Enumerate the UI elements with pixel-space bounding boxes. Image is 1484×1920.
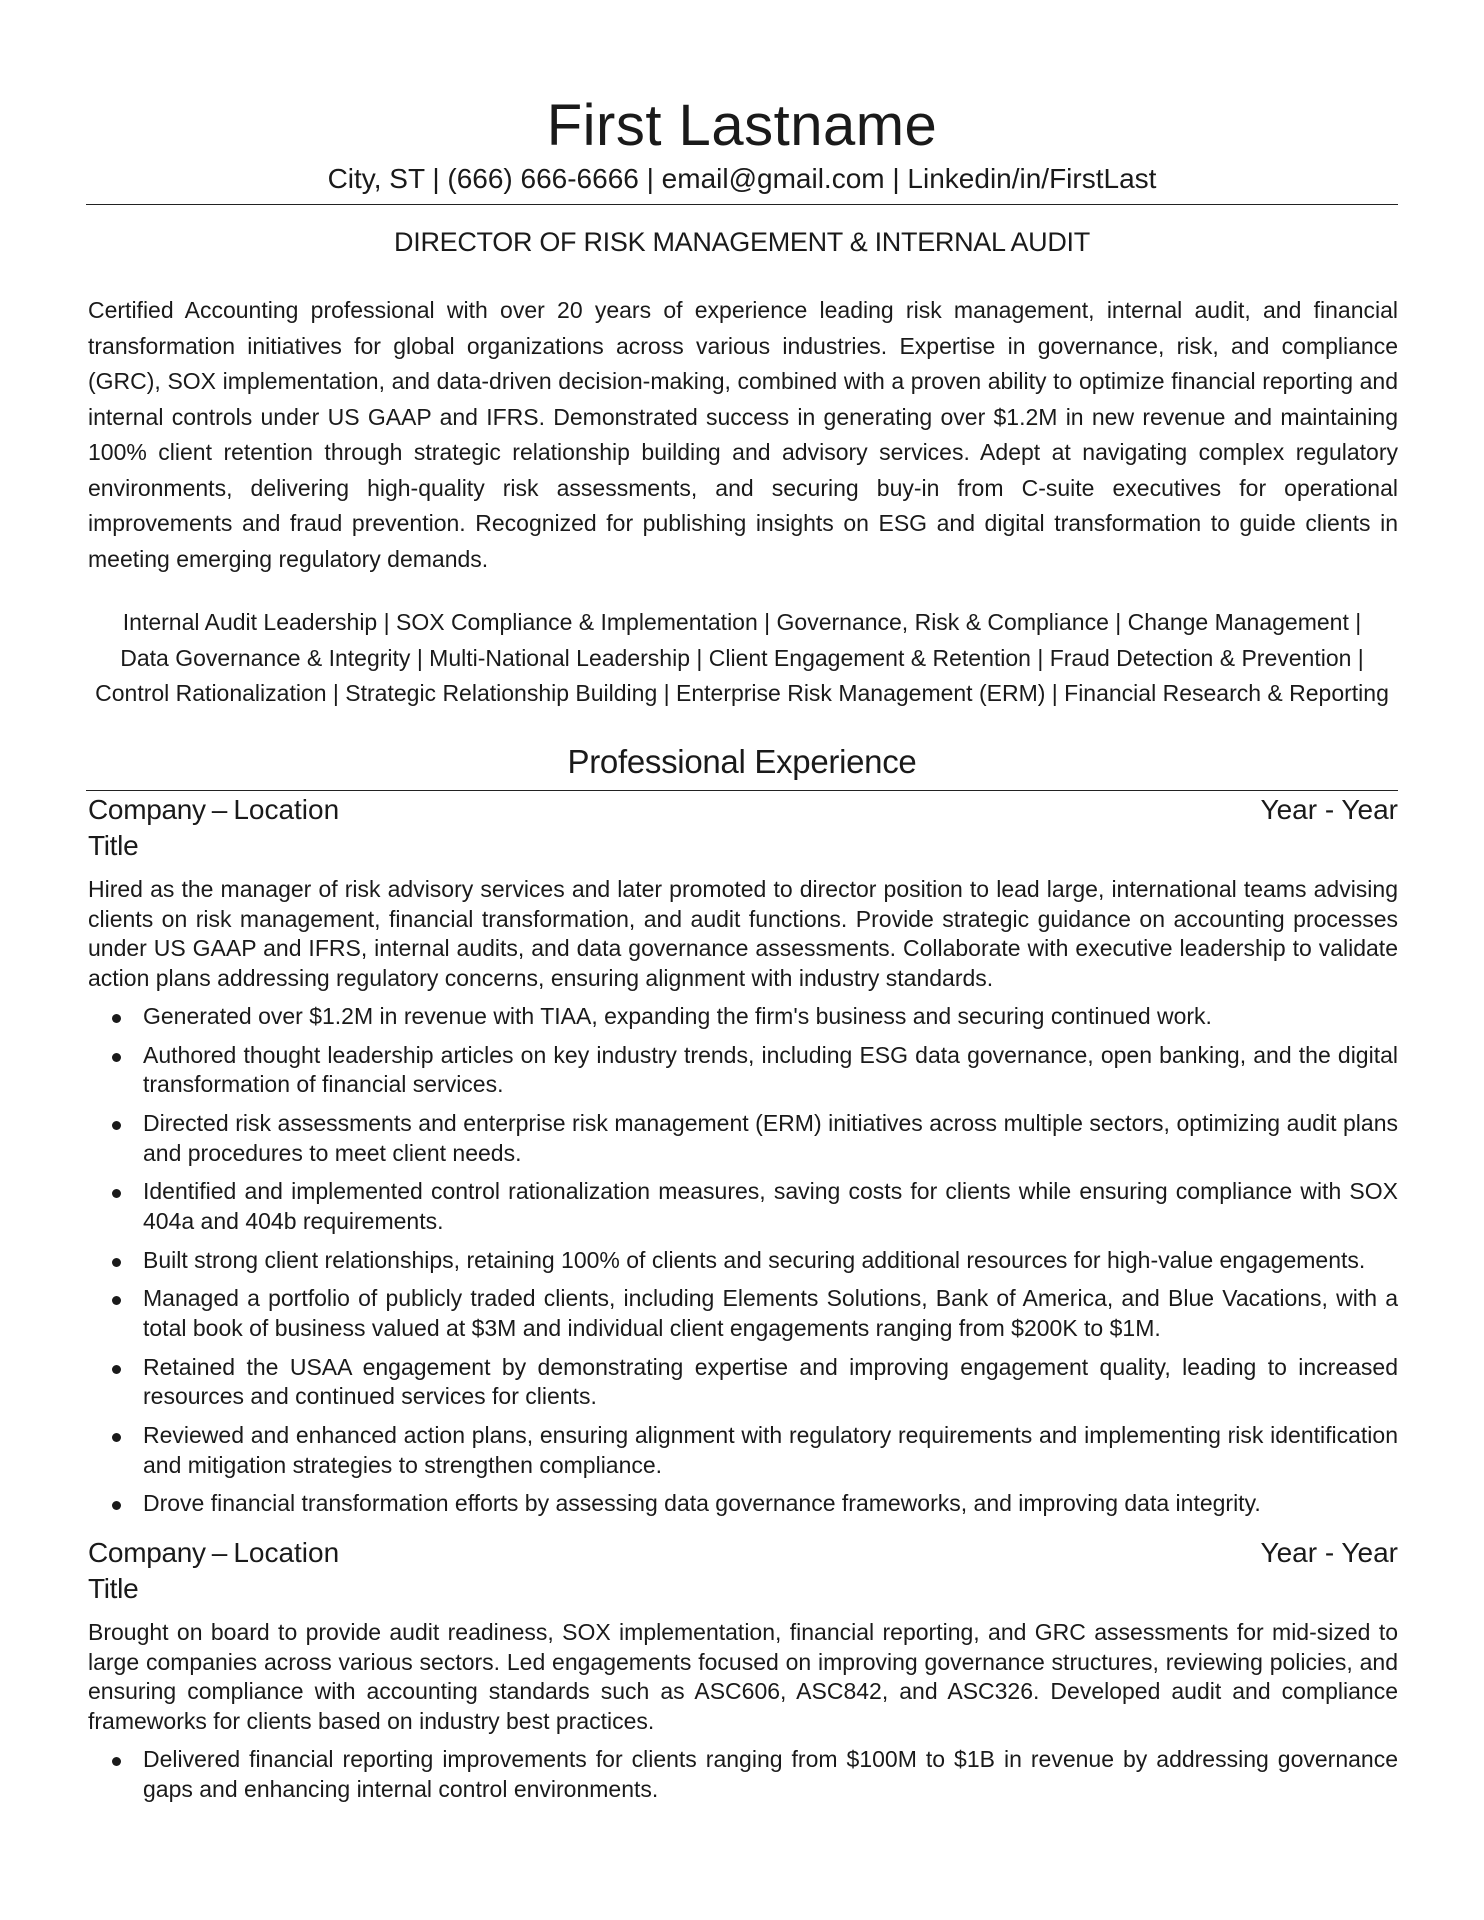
achievement-text: Built strong client relationships, retaining 100% of clients and securing additional resources for high-value engagements. xyxy=(143,1246,1366,1273)
header-divider xyxy=(86,204,1398,205)
professional-summary: Certified Accounting professional with over 20 years of experience leading risk management, internal audit, and financial transformation initiatives for global organizations across various industries. Expertise in governance, risk, and compliance (GRC), SOX implementation, and data-driven decision-making, combined with a proven ability to optimize financial reporting and internal controls under US GAAP and IFRS. Demonstrated success in generating over $1.2M in new revenue and maintaining 100% client retention through strategic relationship building and advisory services. Adept at navigating complex regulatory environments, delivering high-quality risk assessments, and securing buy-in from C-suite executives for operational improvements and fraud prevention. Recognized for publishing insights on ESG and digital transformation to guide clients in meeting emerging regulatory demands. xyxy=(88,297,1398,572)
achievement-text: Identified and implemented control rationalization measures, saving costs for clients while ensuring compliance with SOX 404a and 404b requirements. xyxy=(143,1178,1398,1234)
job-entry xyxy=(88,1535,1398,1813)
job-company: Company xyxy=(88,794,206,825)
achievement-text: Generated over $1.2M in revenue with TIAA, expanding the firm's business and securing continued work. xyxy=(143,1003,1212,1029)
job-achievements xyxy=(88,1002,1398,1519)
job-title: Title xyxy=(88,1573,139,1604)
job-separator: – xyxy=(211,1537,228,1568)
skills-line: Data Governance & Integrity | Multi-National Leadership | Client Engagement & Retention | Fraud Detection & Prevention | xyxy=(120,644,1364,671)
job-company-location xyxy=(88,1535,339,1571)
bullet-icon xyxy=(112,1189,121,1198)
achievement-item xyxy=(88,1109,1398,1168)
job-header xyxy=(88,792,1398,828)
bullet-icon xyxy=(112,1433,121,1442)
achievement-item xyxy=(88,1002,1398,1032)
job-location: Location xyxy=(233,794,340,825)
resume-page xyxy=(86,0,1398,1920)
bullet-icon xyxy=(112,1296,121,1305)
achievement-text: Managed a portfolio of publicly traded clients, including Elements Solutions, Bank of America, and Blue Vacations, with a total book of business valued at $3M and individual client engagements ranging from $200K to $1M. xyxy=(143,1285,1398,1341)
bullet-icon xyxy=(112,1053,121,1062)
achievement-item xyxy=(88,1421,1398,1480)
achievement-item xyxy=(88,1745,1398,1804)
achievement-item xyxy=(88,1353,1398,1412)
professional-headline: DIRECTOR OF RISK MANAGEMENT & INTERNAL AUDIT xyxy=(394,227,1090,257)
achievement-text: Delivered financial reporting improvements for clients ranging from $100M to $1B in revenue by addressing governance gaps and enhancing internal control environments. xyxy=(143,1746,1398,1802)
section-title-experience: Professional Experience xyxy=(567,743,917,780)
job-description: Brought on board to provide audit readiness, SOX implementation, financial reporting, and GRC assessments for mid-sized to large companies across various sectors. Led engagements focused on improving governance structures, reviewing policies, and ensuring compliance with accounting standards such as ASC606, ASC842, and ASC326. Developed audit and compliance frameworks for clients based on industry best practices. xyxy=(88,1619,1398,1734)
bullet-icon xyxy=(112,1365,121,1374)
job-dates: Year - Year xyxy=(1260,1537,1398,1568)
candidate-name: First Lastname xyxy=(546,93,938,158)
section-divider xyxy=(86,790,1398,791)
job-location: Location xyxy=(233,1537,340,1568)
achievement-text: Drove financial transformation efforts by assessing data governance frameworks, and improving data integrity. xyxy=(143,1490,1261,1517)
achievement-text: Directed risk assessments and enterprise risk management (ERM) initiatives across multiple sectors, optimizing audit plans and procedures to meet client needs. xyxy=(143,1110,1398,1166)
bullet-icon xyxy=(112,1757,121,1766)
job-header xyxy=(88,1535,1398,1571)
bullet-icon xyxy=(112,1501,121,1510)
achievement-text: Authored thought leadership articles on key industry trends, including ESG data governance, open banking, and the digital transformation of financial services. xyxy=(143,1041,1398,1098)
job-entry xyxy=(88,792,1398,1528)
bullet-icon xyxy=(112,1258,121,1267)
achievement-item xyxy=(88,1246,1398,1276)
skills-list xyxy=(86,605,1398,712)
skills-line: Internal Audit Leadership | SOX Compliance & Implementation | Governance, Risk & Compliance | Change Management | xyxy=(122,609,1362,635)
bullet-icon xyxy=(112,1121,121,1130)
job-company: Company xyxy=(88,1537,206,1568)
job-title: Title xyxy=(88,830,139,861)
job-dates: Year - Year xyxy=(1260,794,1398,825)
achievement-item xyxy=(88,1177,1398,1236)
skills-line: Control Rationalization | Strategic Relationship Building | Enterprise Risk Management (ERM) | Financial Research & Reporting xyxy=(95,680,1389,706)
achievement-text: Reviewed and enhanced action plans, ensuring alignment with regulatory requirements and implementing risk identification and mitigation strategies to strengthen compliance. xyxy=(143,1422,1398,1478)
achievement-item xyxy=(88,1489,1398,1519)
contact-line: City, ST | (666) 666-6666 | email@gmail.com | Linkedin/in/FirstLast xyxy=(327,163,1157,194)
achievement-item xyxy=(88,1284,1398,1343)
job-separator: – xyxy=(211,794,228,825)
job-company-location xyxy=(88,792,339,828)
achievement-text: Retained the USAA engagement by demonstrating expertise and improving engagement quality, leading to increased resources and continued services for clients. xyxy=(143,1353,1398,1410)
job-achievements xyxy=(88,1745,1398,1804)
job-description: Hired as the manager of risk advisory services and later promoted to director position to lead large, international teams advising clients on risk management, financial transformation, and audit functions. Provide strategic guidance on accounting processes under US GAAP and IFRS, internal audits, and data governance assessments. Collaborate with executive leadership to validate action plans addressing regulatory concerns, ensuring alignment with industry standards. xyxy=(88,876,1398,991)
achievement-item xyxy=(88,1041,1398,1100)
bullet-icon xyxy=(112,1014,121,1023)
